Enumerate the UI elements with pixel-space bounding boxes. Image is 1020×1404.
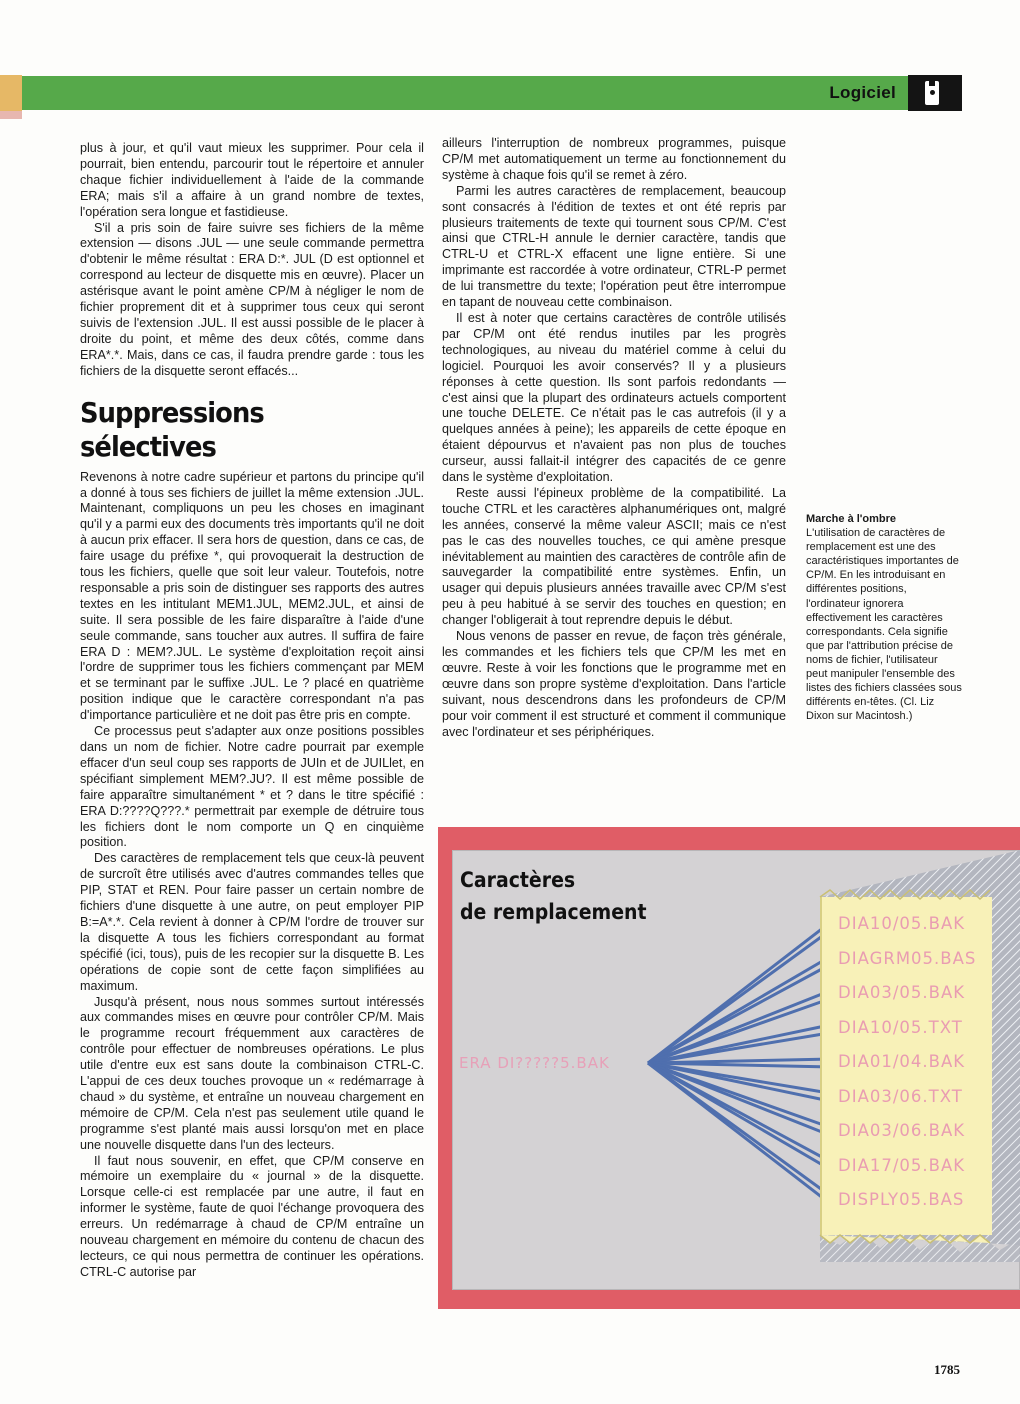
figure-title-line2: de remplacement	[460, 900, 647, 924]
paragraph: S'il a pris soin de faire suivre ses fichiers de la même extension — disons .JUL — une seule commande permettra d'obtenir le même résultat : ERA D:*. JUL (D est optionnel et correspond au lecteur de disquette mis en œuvre). Placer un astérisque avant le point amène CP/M à négliger le nom de fichier proprement dit et à supprimer tous ceux qui seront suivis de l'extension .JUL. Il est aussi possible de le placer à droite du point, et même des deux côtés, comme dans ERA*.*. Mais, dans ce cas, il faudra prendre garde : tous les fichiers de la disquette seront effacés...	[80, 220, 424, 378]
subheading: Suppressions sélectives	[80, 395, 264, 463]
paragraph: Il est à noter que certains caractères de contrôle utilisés par CP/M ont été rendus inutiles par les progrès technologiques, au niveau du matériel comme à celui du logiciel. Pourquoi les avoir conservés? Il y a plusieurs réponses à cette question. Ils sont parfois redondants — c'est ainsi que la plupart des ordinateurs actuels comportent une touche DELETE. Ce n'était pas le cas autrefois (il y a quelques années à peine); les appareils de cette époque en étaient dépourvus et n'avaient pas non plus de touches curseur, aussi fallait-il intégrer des capacités de ce genre dans le système d'exploitation.	[442, 310, 786, 485]
file-name: DIA03/05.BAK	[838, 983, 966, 1002]
caption-title: Marche à l'ombre	[806, 513, 897, 525]
page-number: 1785	[934, 1362, 960, 1377]
paragraph: ailleurs l'interruption de nombreux programmes, puisque CP/M met automatiquement un terme au fonctionnement du système à chaque fois qu'il se remet à zéro.	[442, 136, 786, 182]
paragraph: Revenons à notre cadre supérieur et partons du principe qu'il a donné à tous ses fichiers de juillet la même extension .JUL. Maintenant, compliquons un peu les choses en imaginant qu'il y a parmi eux des documents très importants qu'il ne doit à aucun prix effacer. Il sera hors de question, dans ce cas, de faire usage du préfixe *, qui provoquerait la destruction de tous les fichiers, quelle que soit leur valeur. Toutefois, notre responsable a pris soin de distinguer ses rapports des autres textes en les intitulant MEM1.JUL, MEM2.JUL, et ainsi de suite. Il sera possible de les faire disparaître à l'aide d'une seule commande, sans toucher aux autres. Il suffira de faire ERA D : MEM?.JUL. Le système d'exploitation reçoit ainsi l'ordre de supprimer tous les fichiers commençant par MEM et se terminant par le suffixe .JUL. Le ? placé en quatrième position indique que le caractère correspondant n'a pas d'importance particulière et ne doit pas être pris en compte.	[80, 469, 424, 723]
fan-lines	[648, 921, 832, 1205]
caption-text: L'utilisation de caractères de remplacement est une des caractéristiques importantes de CP/M. En les introduisant en différentes positions, l'ordinateur ignorera effectivement les caractères correspondants. Cela signifie que par l'attribution précise de noms de fichier, l'utilisateur peut manipuler l'ensemble des listes des fichiers classées sous différents en-têtes. (Cl. Liz Dixon sur Macintosh.)	[806, 527, 962, 723]
file-name: DIA10/05.TXT	[838, 1017, 963, 1037]
figure-title-line1: Caractères	[460, 868, 576, 892]
file-name: DIA17/05.BAK	[838, 1155, 966, 1175]
paragraph: Parmi les autres caractères de remplacement, beaucoup sont consacrés à l'édition de textes et ont été repris par plusieurs traitements de texte qui tournent sous CP/M. C'est ainsi que CTRL-H annule le dernier caractère, tandis que CTRL-U et CTRL-X effacent une ligne entière. Si une imprimante est raccordée à votre ordinateur, CTRL-P permet de lui transmettre du texte; l'opération peut être interrompue en tapant de nouveau cette combinaison.	[442, 183, 786, 310]
command-text: ERA DI?????5.BAK	[459, 1054, 610, 1072]
paragraph: plus à jour, et qu'il vaut mieux les supprimer. Pour cela il pourrait, bien entendu, parcourir tout le répertoire et annuler chaque fichier individuellement à l'aide de la commande ERA; mais s'il a affaire à un grand nombre de textes, l'opération sera longue et fastidieuse.	[80, 141, 424, 219]
paragraph: Il faut nous souvenir, en effet, que CP/M conserve en mémoire un exemplaire du « journal » de la disquette. Lorsque celle-ci est remplacée par une autre, il faut en informer le système, faute de quoi l'échange provoquera des erreurs. Un redémarrage à chaud de CP/M entraîne un nouveau chargement en mémoire du contenu de chacun des lecteurs, ce qui nous permettra de continuer les opérations. CTRL-C autorise par	[80, 1153, 424, 1279]
file-name: DIA03/06.TXT	[838, 1086, 963, 1106]
paragraph: Ce processus peut s'adapter aux onze positions possibles dans un nom de fichier. Notre cadre pourrait par exemple effacer d'un seul coup ses rapports de JUIn et de JUILlet, en spécifiant simplement MEM?.JU?. Il est même possible de faire apparaître simultanément * et ? dans le titre spécifié : ERA D:????Q???.* permettrait par exemple de détruire tous les fichiers dont le nom comporte un Q en cinquième position.	[80, 724, 424, 850]
fan-line	[648, 1063, 832, 1205]
paragraph: Jusqu'à présent, nous nous sommes surtout intéressés aux commandes mises en œuvre pour contrôler CP/M. Mais le programme recourt fréquemment aux caractères de contrôle pour effectuer de nombreuses opérations. Le plus utile d'entre eux est sans doute la combinaison CTRL-C. L'appui de ces deux touches provoque un « redémarrage à chaud » du système, et entraîne un nouveau chargement en mémoire de CP/M. Cela n'est pas seulement utile quand le programme s'est planté mais aussi lorsqu'on met en place une nouvelle disquette dans l'un des lecteurs.	[80, 994, 424, 1152]
file-name: DISPLY05.BAS	[838, 1190, 965, 1209]
file-name: DIA01/04.BAK	[838, 1052, 966, 1071]
section-label: Logiciel	[829, 83, 896, 102]
file-name: DIA10/05.BAK	[838, 914, 966, 933]
paragraph: Des caractères de remplacement tels que ceux-là peuvent de surcroît être utilisés avec d'autres commandes telles que PIP, STAT et REN. Pour faire passer un certain nombre de fichiers d'une disquette à une autre, on peut employer PIP B:=A*.*. Cela revient à donner à CP/M l'ordre de trouver sur la disquette A tous les fichiers correspondant au format spécifié (ici, tous), puis de les recopier sur la disquette B. Les opérations de copie sont de cette façon simplifiées au maximum.	[80, 851, 424, 993]
file-name: DIAGRM05.BAS	[838, 948, 977, 968]
fan-line	[648, 1063, 832, 1136]
file-name: DIA03/06.BAK	[838, 1121, 966, 1140]
paragraph: Nous venons de passer en revue, de façon très générale, les commandes et les fichiers tels que CP/M les met en œuvre. Reste à voir les fonctions que le programme met en œuvre dans son propre système d'exploitation. Dans l'article suivant, nous descendrons dans les profondeurs de CP/M pour voir comment il est structuré et comment il communique avec l'ordinateur et ses périphériques.	[442, 629, 786, 739]
paragraph: Reste aussi l'épineux problème de la compatibilité. La touche CTRL et les caractères alphanumériques ont, malgré les années, conservé la même valeur ASCII; mais ce n'est pas le cas des nouvelles touches, ce qui amène presque inévitablement au maintien des caractères de contrôle afin de sauvegarder la compatibilité entre systèmes. Enfin, un usager qui depuis plusieurs années travaille avec CP/M s'est peu à peu habitué à se servir des touches en question; en changer l'obligerait à tout reprendre depuis le début.	[442, 485, 786, 628]
